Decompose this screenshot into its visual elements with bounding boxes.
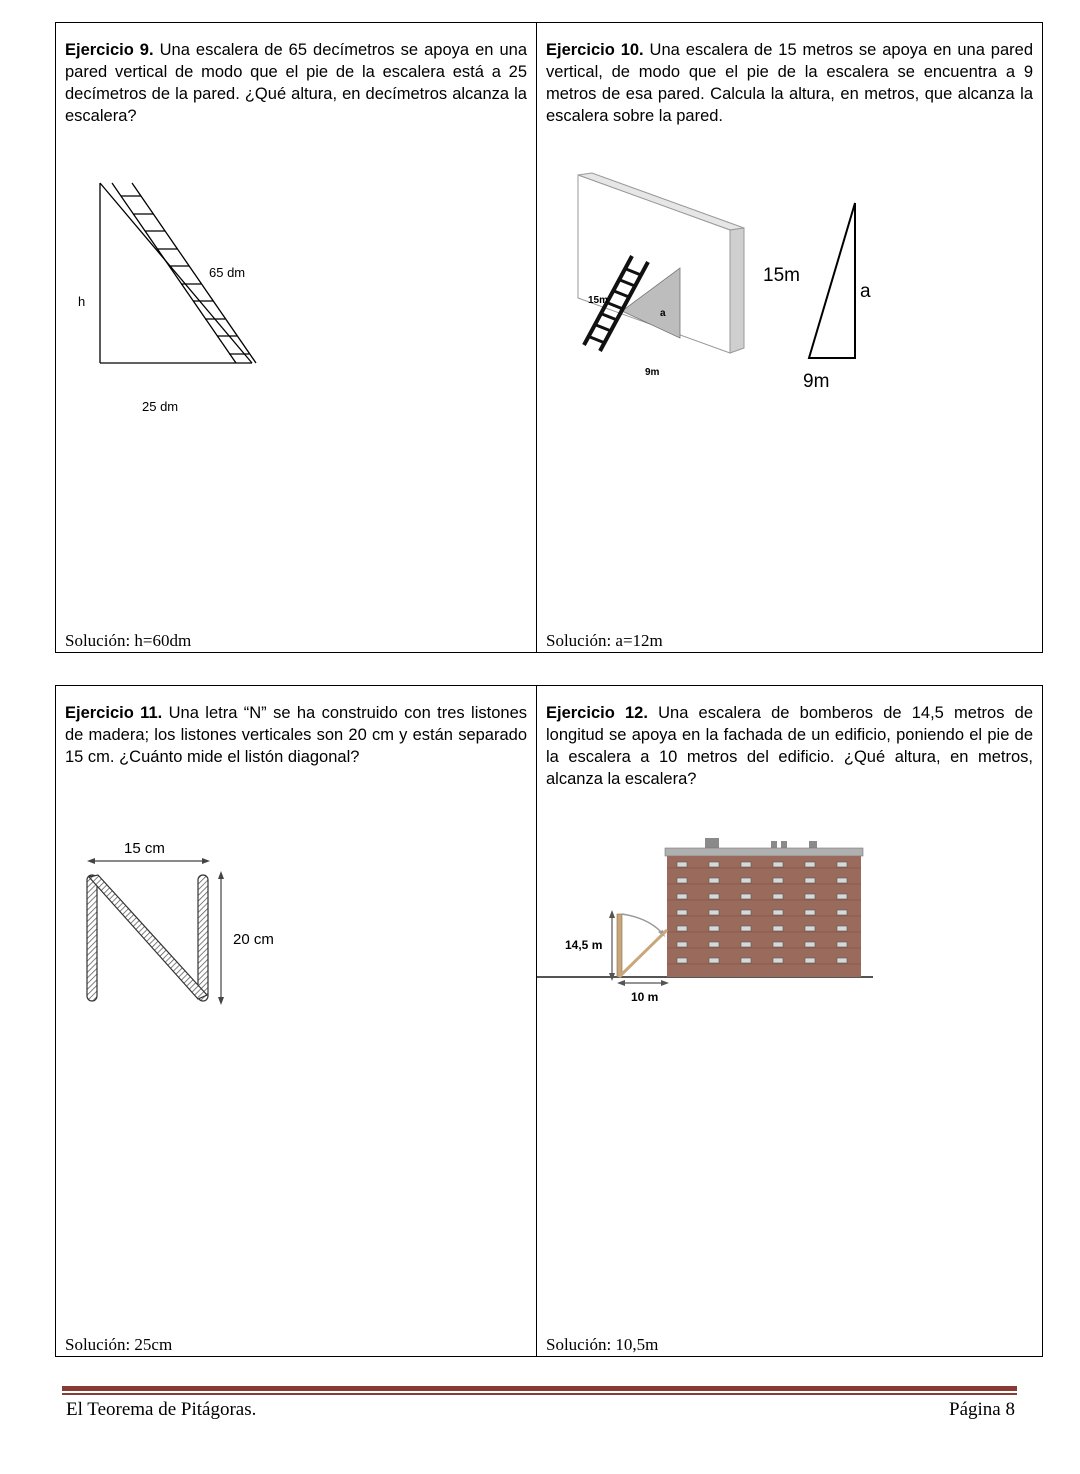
right-slat xyxy=(198,875,208,1001)
page-number: Página 8 xyxy=(949,1399,1015,1420)
base-label: 9m xyxy=(803,371,830,392)
building-icon xyxy=(665,838,863,977)
exercise-11-label: Ejercicio 11. xyxy=(65,704,163,722)
exercise-10-label: Ejercicio 10. xyxy=(546,41,644,59)
exercise-11-solution: Solución: 25cm xyxy=(65,1335,173,1354)
exercise-block-1 xyxy=(55,22,1043,653)
exercise-9-solution: Solución: h=60dm xyxy=(65,631,192,650)
ladder-length-label: 14,5 m xyxy=(565,938,603,952)
left-slat xyxy=(87,875,97,1001)
exercise-11-statement xyxy=(65,702,527,768)
footer-rule-thick xyxy=(62,1386,1017,1391)
base-label: 10 m xyxy=(631,990,659,1004)
exercise-10-solution: Solución: a=12m xyxy=(546,631,663,650)
slanted-ladder xyxy=(619,930,667,977)
exercise-12-label: Ejercicio 12. xyxy=(546,704,648,722)
exercise-11-text: Una letra “N” se ha construido con tres listones de madera; los listones verticales son 20 cm y están separado 15 cm. ¿Cuánto mide el listón diagonal? xyxy=(65,704,527,766)
wall-ladder-3d-figure xyxy=(572,173,772,378)
exercise-11 xyxy=(56,686,536,1356)
footer-title: El Teorema de Pitágoras. xyxy=(66,1399,257,1420)
exercise-10 xyxy=(537,23,1042,652)
exercise-9 xyxy=(56,23,536,652)
height-label: h xyxy=(78,294,86,309)
width-arrow xyxy=(87,858,210,864)
footer-rule-thin xyxy=(62,1393,1017,1395)
base-arrow xyxy=(617,980,669,986)
exercise-9-statement xyxy=(65,39,527,127)
base-label: 25 dm xyxy=(142,399,179,414)
vertical-ladder-icon xyxy=(609,910,622,981)
exercise-block-2 xyxy=(55,685,1043,1357)
small-hyp-label: 15m xyxy=(588,295,609,306)
wall-side xyxy=(730,228,744,353)
rotation-arc xyxy=(622,914,663,934)
hyp-label: 65 dm xyxy=(209,265,246,280)
height-label: 20 cm xyxy=(233,931,274,948)
exercise-12-text: Una escalera de bomberos de 14,5 metros de longitud se apoya en la fachada de un edificio, poniendo el pie de la escalera a 10 metros del edificio. ¿Qué altura, en metros, alcanza la escalera? xyxy=(546,704,1034,788)
small-a-label: a xyxy=(660,308,666,319)
hyp-label: 15m xyxy=(763,265,800,286)
height-arrow xyxy=(218,871,224,1005)
exercise-9-text: Una escalera de 65 decímetros se apoya en una pared vertical de modo que el pie de la escalera está a 25 decímetros de la pared. ¿Qué altura, en decímetros alcanza la escalera? xyxy=(65,41,527,125)
ladder-triangle-figure xyxy=(76,173,306,414)
small-base-label: 9m xyxy=(645,367,660,378)
exercise-10-statement xyxy=(546,39,1033,127)
exercise-12-solution: Solución: 10,5m xyxy=(546,1335,659,1354)
exercise-10-text: Una escalera de 15 metros se apoya en una pared vertical, de modo que el pie de la escalera se encuentra a 9 metros de esa pared. Calcula la altura, en metros, que alcanza la escalera sobre la pared. xyxy=(546,41,1033,125)
a-label: a xyxy=(860,281,871,302)
building-ladder-figure xyxy=(537,836,877,1016)
exercise-9-label: Ejercicio 9. xyxy=(65,41,154,59)
width-label: 15 cm xyxy=(124,840,165,857)
exercise-12-statement xyxy=(546,702,1033,790)
diagonal-slat xyxy=(89,875,207,999)
triangle-shape xyxy=(809,203,855,358)
right-triangle-figure xyxy=(757,193,877,403)
exercise-12 xyxy=(537,686,1042,1356)
letter-n-figure xyxy=(81,831,321,1016)
